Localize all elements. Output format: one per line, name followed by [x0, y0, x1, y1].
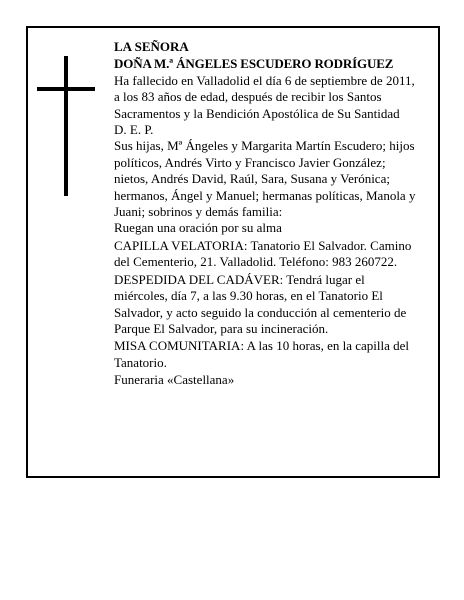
chapel-info: CAPILLA VELATORIA: Tanatorio El Salvador. Camino del Cementerio, 21. Valladolid. Teléfono: 983 260722.	[114, 237, 412, 270]
cross-horizontal-bar	[37, 87, 95, 91]
mass-info: MISA COMUNITARIA: A las 10 horas, en la capilla del Tanatorio.	[114, 338, 410, 370]
farewell-text: Tendrá lugar el miércoles, día 7, a las 9.30 horas, en el Tanatorio El Salvador, y acto seguido la conducción al cementerio de Parque El Salvador, para su incineración.	[114, 271, 407, 336]
obituary-title: LA SEÑORA	[114, 39, 189, 54]
prayer-request: Ruegan una oración por su alma	[114, 220, 282, 236]
cross-vertical-bar	[64, 56, 68, 196]
deceased-name: DOÑA M.ª ÁNGELES ESCUDERO RODRÍGUEZ	[114, 56, 394, 72]
death-announcement: Ha fallecido en Valladolid el día 6 de septiembre de 2011, a los 83 años de edad, después de recibir los Santos Sacramentos y la Bendición Apostólica de Su Santidad	[114, 72, 415, 121]
obituary-text	[114, 39, 416, 389]
farewell-info	[114, 272, 416, 338]
funeral-home: Funeraria «Castellana»	[114, 372, 235, 388]
farewell-label: DESPEDIDA DEL CADÁVER:	[114, 271, 284, 287]
family-list: Sus hijas, Mª Ángeles y Margarita Martín Escudero; hijos políticos, Andrés Virto y Francisco Javier González; nietos, Andrés David, Raúl, Sara, Susana y Verónica; hermanos, Ángel y Manuel; hermanas políticas, Manola y Juani; sobrinos y demás familia:	[114, 138, 416, 220]
rest-in-peace: D. E. P.	[114, 122, 154, 138]
